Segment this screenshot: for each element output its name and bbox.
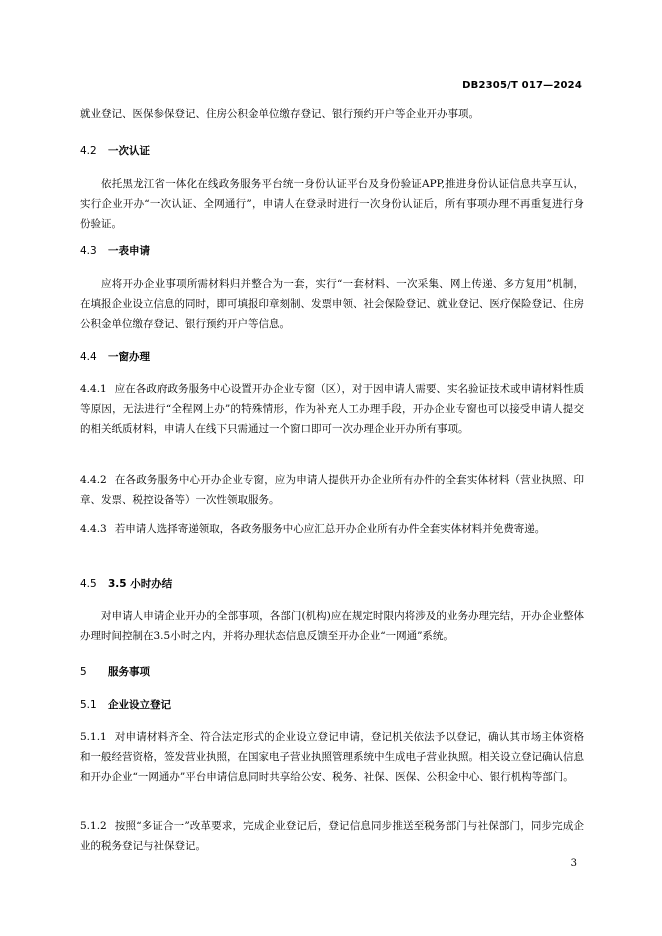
section-heading-5 — [80, 665, 584, 679]
clause-4-4-1 — [80, 379, 584, 439]
paragraph-4-2 — [80, 174, 584, 234]
clause-number: 4.4.2 — [80, 474, 107, 486]
section-number: 4.4 — [80, 351, 97, 363]
section-heading-4-2 — [80, 144, 584, 158]
section-number: 5 — [80, 666, 87, 678]
section-heading-4-4 — [80, 350, 584, 364]
paragraph-text: 对申请人申请企业开办的全部事项，各部门(机构)应在规定时限内将涉及的业务办理完结，开办企业整体办理时间控制在3.5小时之内，并将办理状态信息反馈至开办企业“一网通”系统。 — [80, 610, 584, 642]
clause-text: 按照“多证合一”改革要求，完成企业登记后，登记信息同步推送至税务部门与社保部门，同步完成企业的税务登记与社保登记。 — [80, 820, 584, 852]
section-heading-5-1 — [80, 698, 584, 712]
clause-number: 5.1.2 — [80, 820, 107, 832]
clause-number: 4.4.3 — [80, 523, 107, 535]
section-number: 4.2 — [80, 145, 97, 157]
clause-text: 应在各政府政务服务中心设置开办企业专窗（区），对于因申请人需要、实名验证技术或申请材料性质等原因，无法进行“全程网上办”的特殊情形，作为补充人工办理手段，开办企业专窗也可以接受申请人提交的相关纸质材料，申请人在线下只需通过一个窗口即可一次办理企业开办所有事项。 — [80, 383, 584, 435]
section-heading-4-5 — [80, 577, 584, 591]
section-title: 服务事项 — [108, 666, 150, 678]
document-code: DB2305/T 017—2024 — [462, 80, 582, 91]
clause-text: 对申请材料齐全、符合法定形式的企业设立登记申请，登记机关依法予以登记，确认其市场主体资格和一般经营资格，签发营业执照，在国家电子营业执照管理系统中生成电子营业执照。相关设立登记确认信息和开办企业“一网通办”平台申请信息同时共享给公安、税务、社保、医保、公积金中心、银行机构等部门。 — [80, 731, 584, 783]
page-number: 3 — [570, 858, 577, 869]
clause-4-4-3 — [80, 519, 584, 539]
paragraph-4-5 — [80, 606, 584, 646]
clause-text: 在各政务服务中心开办企业专窗，应为申请人提供开办企业所有办件的全套实体材料（营业执照、印章、发票、税控设备等）一次性领取服务。 — [80, 474, 584, 506]
clause-5-1-1 — [80, 727, 584, 787]
paragraph-text: 就业登记、医保参保登记、住房公积金单位缴存登记、银行预约开户等企业开办事项。 — [80, 108, 479, 120]
section-number: 4.3 — [80, 245, 97, 257]
section-number: 4.5 — [80, 578, 97, 590]
section-heading-4-3 — [80, 244, 584, 258]
section-number: 5.1 — [80, 699, 97, 711]
clause-number: 4.4.1 — [80, 383, 107, 395]
section-title: 一表申请 — [108, 245, 150, 257]
continued-paragraph — [80, 104, 584, 124]
section-title: 一窗办理 — [108, 351, 150, 363]
clause-text: 若申请人选择寄递领取，各政务服务中心应汇总开办企业所有办件全套实体材料并免费寄递。 — [114, 523, 546, 535]
paragraph-text: 依托黑龙江省一体化在线政务服务平台统一身份认证平台及身份验证APP,推进身份认证信息共享互认，实行企业开办“一次认证、全网通行”，申请人在登录时进行一次身份认证后，所有事项办理不再重复进行身份验证。 — [80, 178, 584, 230]
section-title: 一次认证 — [108, 145, 150, 157]
clause-number: 5.1.1 — [80, 731, 107, 743]
paragraph-text: 应将开办企业事项所需材料归并整合为一套，实行“一套材料、一次采集、网上传递、多方复用”机制，在填报企业设立信息的同时，即可填报印章刻制、发票申领、社会保险登记、就业登记、医疗保险登记、住房公积金单位缴存登记、银行预约开户等信息。 — [80, 278, 584, 330]
paragraph-4-3 — [80, 274, 584, 334]
section-title: 企业设立登记 — [108, 699, 171, 711]
section-title: 3.5 小时办结 — [108, 578, 173, 590]
clause-5-1-2 — [80, 816, 584, 856]
clause-4-4-2 — [80, 470, 584, 510]
